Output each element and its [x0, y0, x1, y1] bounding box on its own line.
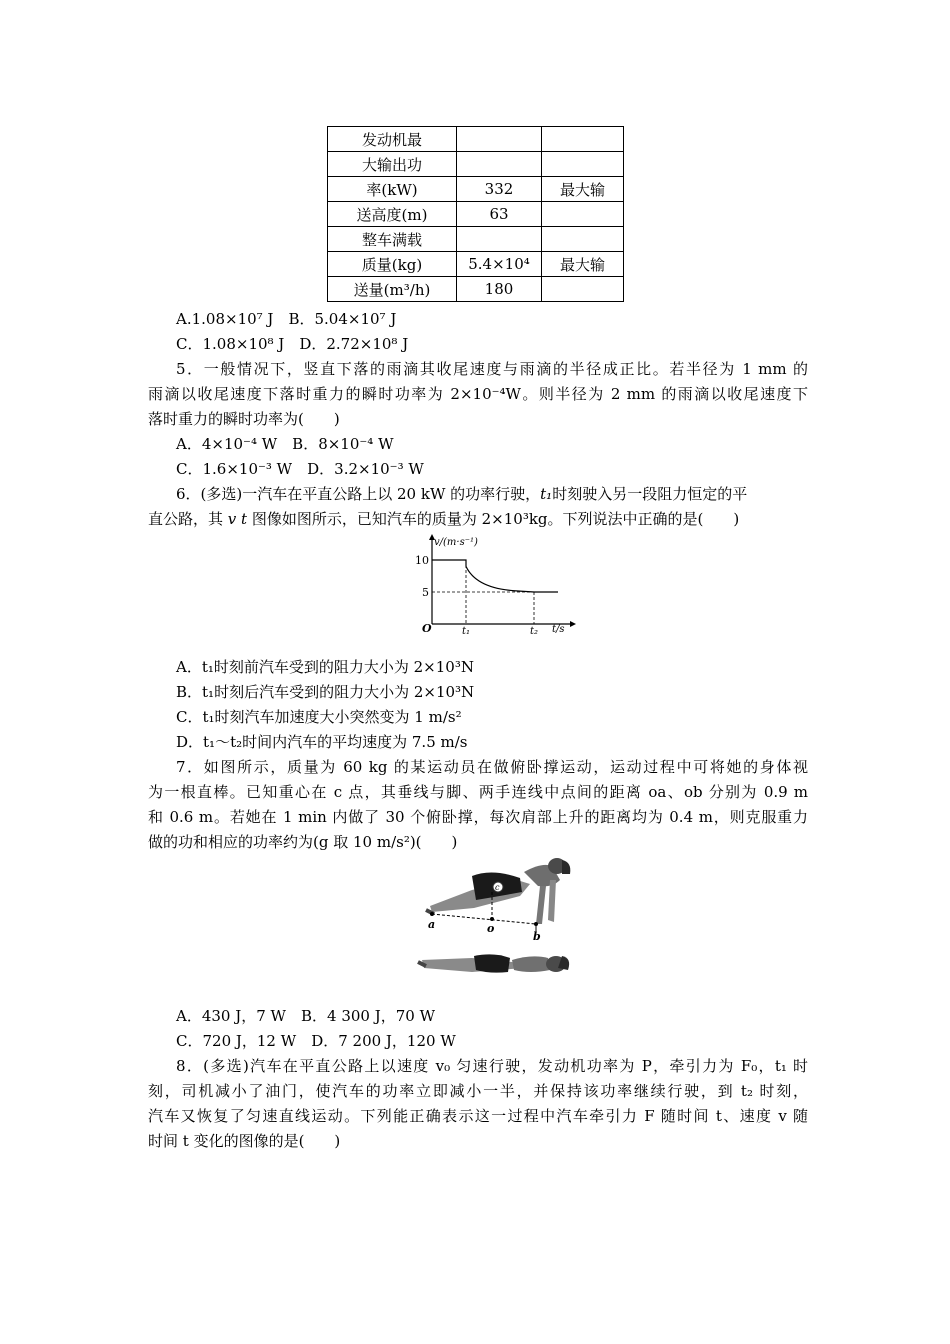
q5-options-ab — [176, 434, 836, 454]
chart-origin-label: O — [422, 622, 432, 635]
chart-xtick-label: t₁ — [461, 626, 471, 636]
chart-ytick-label: 5 — [422, 586, 429, 599]
q8-line-2: 刻，司机减小了油门，使汽车的功率立即减小一半，并保持该功率继续行驶，到 t₂ 时刻， — [148, 1082, 808, 1100]
q5-option-a: A．4×10⁻⁴ W — [176, 435, 278, 453]
q4-options-ab — [176, 309, 836, 329]
chart-ytick-label: 10 — [415, 554, 429, 567]
q4-options-cd — [176, 334, 836, 354]
q7-option-c: C．720 J，12 W — [176, 1032, 297, 1050]
label-b: b — [533, 930, 541, 943]
pushup-person-lower — [418, 954, 569, 972]
q6-option-a: A．t₁时刻前汽车受到的阻力大小为 2×10³N — [176, 658, 474, 676]
q6-line-1: 6．(多选)一汽车在平直公路上以 20 kW 的功率行驶，t₁时刻驶入另一段阻力恒定的平 — [176, 485, 748, 503]
q5-option-b: B．8×10⁻⁴ W — [292, 435, 394, 453]
q7-option-a: A．430 J，7 W — [176, 1007, 286, 1025]
q8-line-1: 8．(多选)汽车在平直公路上以速度 v₀ 匀速行驶，发动机功率为 P，牵引力为 F₀，t₁ 时 — [176, 1057, 808, 1075]
table-row: 送高度(m) 63 — [328, 202, 624, 227]
q5-option-c: C．1.6×10⁻³ W — [176, 460, 293, 478]
q4-option-a: A.1.08×10⁷ J — [176, 310, 274, 328]
q6-line-2: 直公路，其 v t 图像如图所示，已知汽车的质量为 2×10³kg。下列说法中正确的是( ) — [148, 510, 740, 528]
table-row: 整车满载 — [328, 227, 624, 252]
vt-chart — [410, 532, 580, 636]
chart-xlabel: t/s — [552, 624, 565, 635]
chart-x-arrow — [570, 621, 576, 627]
q6-option-c: C．t₁时刻汽车加速度大小突然变为 1 m/s² — [176, 708, 462, 726]
q7-line-1: 7．如图所示，质量为 60 kg 的某运动员在做俯卧撑运动，运动过程中可将她的身体视 — [176, 758, 808, 776]
chart-series-line — [432, 560, 558, 592]
table-row: 率(kW) 332 最大输 — [328, 177, 624, 202]
label-a: a — [428, 918, 436, 931]
q5-line-1: 5．一般情况下，竖直下落的雨滴其收尾速度与雨滴的半径成正比。若半径为 1 mm 的 — [176, 360, 808, 378]
q6-option-d: D．t₁～t₂时间内汽车的平均速度为 7.5 m/s — [176, 733, 468, 751]
q6-option-b: B．t₁时刻后汽车受到的阻力大小为 2×10³N — [176, 683, 475, 701]
chart-ylabel: v/(m·s⁻¹) — [434, 537, 478, 548]
table-row: 发动机最 — [328, 127, 624, 152]
spec-table — [327, 126, 624, 302]
pushup-figure — [412, 850, 577, 990]
q7-option-b: B．4 300 J，70 W — [301, 1007, 436, 1025]
table-row: 大输出功 — [328, 152, 624, 177]
q4-option-d: D．2.72×10⁸ J — [299, 335, 409, 353]
q7-line-3: 和 0.6 m。若她在 1 min 内做了 30 个俯卧撑，每次肩部上升的距离均为 0.4 m，则克服重力 — [148, 808, 808, 826]
q7-line-4: 做的功和相应的功率约为(g 取 10 m/s²)( ) — [148, 833, 458, 851]
q5-options-cd — [176, 459, 836, 479]
q8-line-4: 时间 t 变化的图像的是( ) — [148, 1132, 341, 1150]
q8-line-3: 汽车又恢复了匀速直线运动。下列能正确表示这一过程中汽车牵引力 F 随时间 t、速度 v 随 — [148, 1107, 808, 1125]
q5-line-2: 雨滴以收尾速度下落时重力的瞬时功率为 2×10⁻⁴W。则半径为 2 mm 的雨滴以收尾速度下 — [148, 385, 808, 403]
q7-options-ab — [176, 1006, 836, 1026]
q4-option-c: C．1.08×10⁸ J — [176, 335, 285, 353]
q7-line-2: 为一根直棒。已知重心在 c 点，其垂线与脚、两手连线中点间的距离 oa、ob 分别为 0.9 m — [148, 783, 808, 801]
q7-options-cd — [176, 1031, 836, 1051]
q7-option-d: D．7 200 J，120 W — [311, 1032, 456, 1050]
chart-xtick-label: t₂ — [529, 626, 539, 636]
table-row: 质量(kg) 5.4×10⁴ 最大输 — [328, 252, 624, 277]
label-c: c — [495, 883, 500, 892]
q5-line-3: 落时重力的瞬时功率为( ) — [148, 410, 340, 428]
q5-option-d: D．3.2×10⁻³ W — [307, 460, 424, 478]
chart-guides — [432, 560, 534, 624]
table-row: 送量(m³/h) 180 — [328, 277, 624, 302]
label-o: o — [487, 922, 495, 935]
q4-option-b: B．5.04×10⁷ J — [288, 310, 397, 328]
